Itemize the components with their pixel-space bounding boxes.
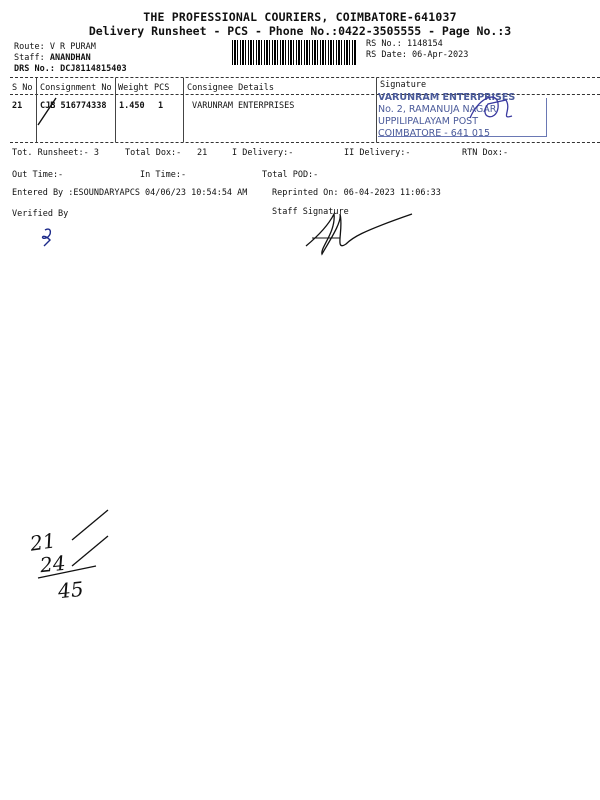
table-bottom-rule <box>10 142 600 143</box>
stamp-line-2: No. 2, RAMANUJA NAGAR <box>378 104 497 115</box>
col-header-consignee: Consignee Details <box>187 83 274 93</box>
col-header-weight: Weight <box>118 83 149 93</box>
col-header-consignment: Consignment No <box>40 83 112 93</box>
total-dox-label: Total Dox:- <box>125 148 182 158</box>
out-time: Out Time:- <box>12 170 64 180</box>
handwritten-number: 21 <box>28 528 57 556</box>
stamp-line-3: UPPILIPALAYAM POST <box>378 116 479 127</box>
handwritten-number: 24 <box>38 550 67 578</box>
in-time: In Time:- <box>140 170 187 180</box>
col-header-pcs: PCS <box>154 83 170 93</box>
total-runsheet: Tot. Runsheet:- 3 <box>12 148 99 158</box>
handwritten-number: 45 <box>56 576 85 604</box>
entered-by: Entered By :ESOUNDARYAPCS 04/06/23 10:54:54 AM <box>12 188 248 198</box>
i-delivery: I Delivery:- <box>232 148 294 158</box>
rtn-dox: RTN Dox:- <box>462 148 509 158</box>
stamp-line-1: VARUNRAM ENTERPRISES <box>378 92 516 103</box>
rs-date: RS Date: 06-Apr-2023 <box>366 50 469 60</box>
staff-label: Staff: <box>14 53 45 63</box>
runsheet-subtitle: Delivery Runsheet - PCS - Phone No.:0422-3505555 - Page No.:3 <box>88 24 512 38</box>
col-header-sno: S No <box>12 83 33 93</box>
row-pcs: 1 <box>158 101 164 111</box>
ii-delivery: II Delivery:- <box>344 148 411 158</box>
rs-number: RS No.: 1148154 <box>366 39 443 49</box>
staff-value: ANANDHAN <box>49 53 91 63</box>
drs-label: DRS No.: <box>14 64 55 74</box>
total-pod: Total POD:- <box>262 170 319 180</box>
verified-by: Verified By <box>12 209 69 219</box>
col-header-signature: Signature <box>380 80 427 90</box>
row-consignee: VARUNRAM ENTERPRISES <box>192 101 295 111</box>
company-title: THE PROFESSIONAL COURIERS, COIMBATORE-641037 <box>143 10 457 24</box>
route-label: Route: V R PURAM <box>14 42 96 52</box>
staff-signature-label: Staff Signature <box>272 207 349 217</box>
row-sno: 21 <box>12 101 23 111</box>
row-weight: 1.450 <box>119 101 145 111</box>
total-dox-value: 21 <box>197 148 208 158</box>
stamp-line-4: COIMBATORE - 641 015 <box>378 128 491 139</box>
row-consignment: CJB 516774338 <box>40 101 107 111</box>
reprinted-on: Reprinted On: 06-04-2023 11:06:33 <box>272 188 441 198</box>
drs-value: DCJ8114815403 <box>60 64 127 74</box>
